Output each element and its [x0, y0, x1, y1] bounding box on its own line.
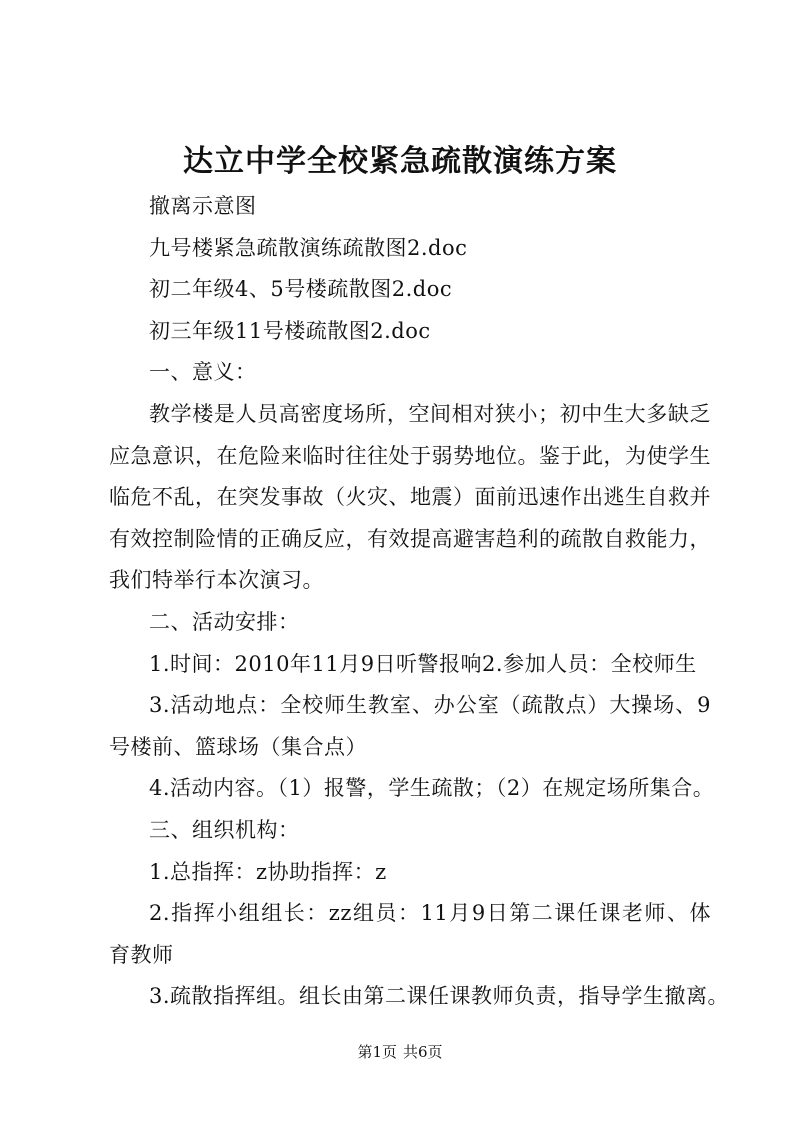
- page-footer: [0, 1042, 800, 1062]
- attachment-link[interactable]: 初三年级11号楼疏散图2.doc: [149, 318, 431, 343]
- text-line: 号楼前、篮球场（集合点）: [109, 734, 367, 759]
- section-heading: 三、组织机构：: [149, 817, 300, 842]
- text-line: 教学楼是人员高密度场所，空间相对狭小；初中生大多缺乏: [149, 401, 711, 426]
- text-line: 应急意识，在危险来临时往往处于弱势地位。鉴于此，为使学生: [109, 443, 711, 468]
- document-body: [109, 186, 730, 1018]
- text-line: 3.活动地点：全校师生教室、办公室（疏散点）大操场、9: [149, 693, 711, 718]
- text-line: 1.时间：2010年11月9日听警报响2.参加人员：全校师生: [149, 651, 697, 676]
- text-line: 有效控制险情的正确反应，有效提高避害趋利的疏散自救能力，: [109, 526, 711, 551]
- page-number: 第1页: [357, 1043, 397, 1061]
- text-line: 育教师: [109, 942, 174, 967]
- text-line: 3.疏散指挥组。组长由第二课任课教师负责，指导学生撤离。: [149, 984, 730, 1009]
- text-line: 我们特举行本次演习。: [109, 568, 324, 593]
- page-total: 共6页: [403, 1043, 443, 1061]
- section-heading: 二、活动安排：: [149, 609, 300, 634]
- text-line: 撤离示意图: [149, 194, 257, 218]
- section-heading: 一、意义：: [149, 360, 257, 385]
- text-line: 1.总指挥：z协助指挥：z: [149, 859, 387, 884]
- text-line: 2.指挥小组组长：zz组员：11月9日第二课任课老师、体: [149, 901, 711, 926]
- text-line: 4.活动内容。（1）报警，学生疏散；（2）在规定场所集合。: [149, 776, 715, 801]
- document-title: 达立中学全校紧急疏散演练方案: [183, 144, 617, 179]
- attachment-link[interactable]: 九号楼紧急疏散演练疏散图2.doc: [149, 235, 468, 260]
- text-line: 临危不乱，在突发事故（火灾、地震）面前迅速作出逃生自救并: [109, 485, 711, 510]
- attachment-link[interactable]: 初二年级4、5号楼疏散图2.doc: [149, 277, 453, 302]
